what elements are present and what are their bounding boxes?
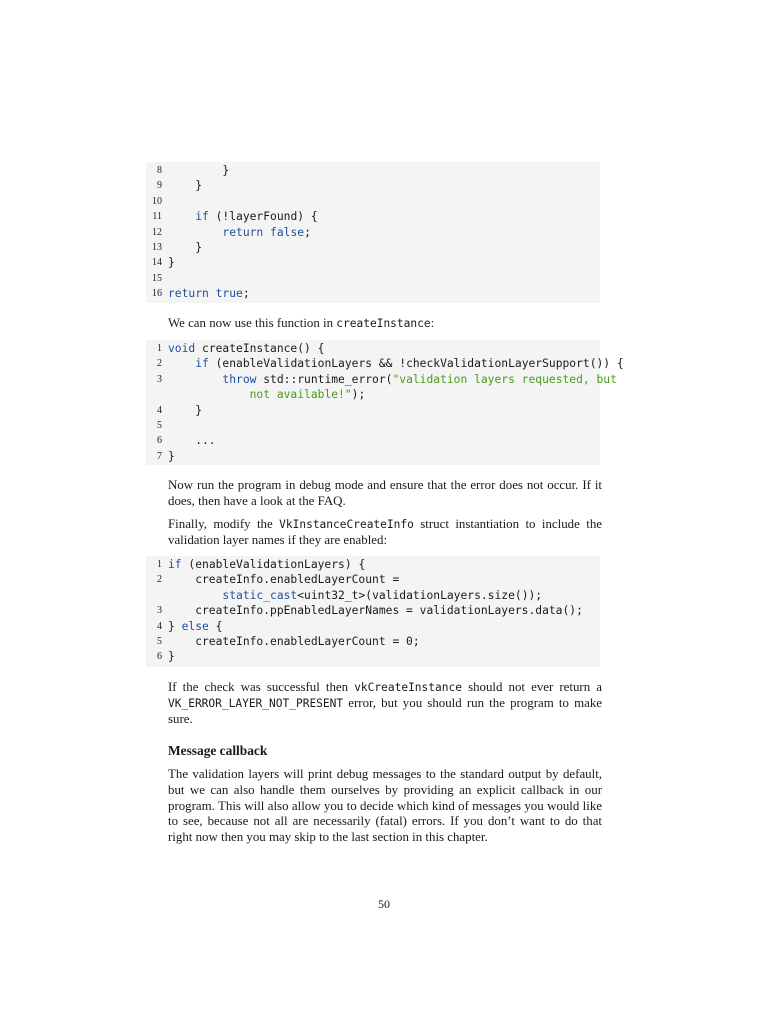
code-keyword: void [168, 342, 196, 355]
code-line [146, 557, 600, 572]
code-text [168, 356, 624, 371]
code-text [168, 619, 222, 634]
paragraph-text: If the check was successful then [168, 680, 355, 694]
paragraph-text: struct instantiation to include the validation layer names if they are enabled: [168, 517, 602, 547]
code-line [146, 418, 600, 433]
code-text [168, 209, 318, 224]
code-block-3 [146, 556, 600, 667]
code-token [168, 210, 195, 223]
code-text [168, 255, 175, 270]
code-line [146, 341, 600, 356]
code-keyword: return [222, 225, 264, 239]
line-number: 1 [157, 559, 162, 570]
code-block-1 [146, 162, 600, 303]
code-text [168, 387, 365, 402]
code-token: } [168, 403, 203, 417]
code-text [168, 588, 542, 603]
code-token: <uint32_t>(validationLayers.size()); [297, 588, 543, 602]
line-number: 11 [152, 211, 162, 223]
code-token [168, 388, 250, 401]
code-line [146, 634, 600, 649]
code-line [146, 178, 600, 193]
code-text [168, 603, 583, 618]
paragraph-check-successful [168, 680, 602, 727]
line-number: 1 [157, 343, 162, 354]
code-token [168, 589, 222, 602]
code-text [168, 572, 399, 587]
code-keyword: if [168, 558, 182, 571]
code-token: createInstance() { [195, 342, 325, 355]
code-line [146, 286, 600, 301]
code-token: createInfo.enabledLayerCount = [168, 573, 400, 587]
line-number: 15 [152, 272, 162, 284]
code-token: } [168, 650, 175, 664]
paragraph-text: Finally, modify the [168, 517, 280, 531]
code-line [146, 356, 624, 371]
code-line [146, 403, 600, 418]
code-token: std::runtime_error( [256, 372, 393, 386]
code-token: createInfo.ppEnabledLayerNames = validationLayers.data(); [168, 604, 583, 618]
code-line [146, 649, 600, 664]
code-line [146, 271, 600, 286]
code-line [146, 255, 600, 270]
code-token: (enableValidationLayers) { [181, 558, 366, 571]
code-text [168, 286, 250, 301]
inline-code: VK_ERROR_LAYER_NOT_PRESENT [168, 696, 344, 710]
code-text [168, 341, 324, 356]
paragraph-message-callback [168, 767, 602, 846]
code-text [168, 163, 229, 178]
paragraph-text: Now run the program in debug mode and ensure that the error does not occur. If it does, then have a look at the FAQ. [168, 478, 602, 508]
code-keyword: else [181, 619, 209, 633]
code-token: } [168, 179, 203, 193]
inline-code: createInstance [336, 317, 431, 330]
code-text [168, 557, 365, 572]
paragraph-run-debug [168, 478, 602, 510]
line-number: 3 [157, 373, 162, 385]
line-number: 5 [157, 635, 162, 647]
line-number: 6 [157, 435, 162, 447]
code-line [146, 194, 600, 209]
code-token [168, 357, 195, 370]
line-number: 14 [152, 257, 162, 269]
code-token: ); [351, 388, 366, 402]
code-line [146, 603, 600, 618]
line-number: 9 [157, 180, 162, 192]
paragraph-text: should not ever return a [461, 680, 602, 694]
code-line [146, 225, 600, 240]
paragraph-modify-struct [168, 517, 602, 549]
code-line [146, 387, 600, 402]
line-number: 2 [157, 574, 162, 586]
code-token [209, 287, 216, 300]
line-number: 13 [152, 241, 162, 253]
paragraph-text: The validation layers will print debug messages to the standard output by default, but we can also handle them ourselves by providing an explicit callback in our program. This will also allow you to decide which kind of messages you would like to see, because not all are necessarily (fatal) errors. If you don’t want to do that right now then you may skip to the last section in this chapter. [168, 767, 602, 845]
line-number: 16 [152, 288, 162, 300]
code-keyword: return [168, 287, 209, 301]
line-number: 3 [157, 605, 162, 617]
code-line [146, 240, 600, 255]
code-token: } [168, 240, 203, 254]
section-heading: Message callback [168, 743, 268, 758]
code-token: { [208, 619, 223, 633]
code-text [168, 403, 202, 418]
line-number: 4 [157, 620, 162, 632]
code-token [168, 373, 222, 386]
paragraph-text: We can now use this function in [168, 316, 337, 330]
code-keyword: true [215, 287, 243, 301]
code-text [168, 649, 175, 664]
code-token: ; [304, 225, 311, 239]
code-keyword: static_cast [222, 588, 298, 602]
code-token: (!layerFound) { [208, 210, 318, 224]
line-number: 7 [157, 450, 162, 462]
code-text [168, 240, 202, 255]
code-token [168, 226, 222, 239]
code-text [168, 225, 311, 240]
inline-code: VkInstanceCreateInfo [279, 518, 414, 531]
paragraph-use-function [168, 316, 602, 332]
code-line [146, 572, 600, 587]
code-text [168, 449, 175, 464]
code-token: (enableValidationLayers && !checkValidationLayerSupport()) { [208, 357, 624, 371]
inline-code: vkCreateInstance [354, 681, 462, 694]
code-line [146, 163, 600, 178]
code-keyword: false [270, 225, 305, 239]
line-number: 8 [157, 165, 162, 176]
code-keyword: if [195, 357, 209, 371]
code-line [146, 449, 600, 464]
code-keyword: throw [222, 372, 257, 386]
paragraph-text: : [430, 316, 435, 330]
code-token: } [168, 256, 175, 270]
code-token: } [168, 449, 175, 463]
line-number: 4 [157, 404, 162, 416]
code-string: "validation layers requested, but [392, 372, 617, 386]
code-line [146, 209, 600, 224]
code-line [146, 588, 600, 603]
page-number: 50 [378, 897, 390, 911]
line-number: 5 [157, 419, 162, 431]
code-keyword: if [195, 210, 209, 224]
code-block-2 [146, 340, 624, 465]
code-token: createInfo.enabledLayerCount = 0; [168, 634, 420, 648]
code-text [168, 178, 202, 193]
line-number: 10 [152, 195, 162, 207]
code-token: ; [242, 287, 250, 301]
code-text [168, 433, 216, 448]
code-token: } [168, 619, 182, 633]
code-line [146, 433, 600, 448]
code-text [168, 372, 617, 387]
code-line [146, 372, 617, 387]
line-number: 12 [152, 226, 162, 238]
code-text [168, 634, 420, 649]
code-line [146, 619, 600, 634]
code-string: not available!" [249, 388, 352, 402]
code-token: ... [168, 434, 216, 448]
line-number: 6 [157, 651, 162, 663]
code-token: } [168, 164, 230, 177]
line-number: 2 [157, 358, 162, 370]
paragraph-text: error, but you should run the program to make sure. [168, 695, 602, 726]
